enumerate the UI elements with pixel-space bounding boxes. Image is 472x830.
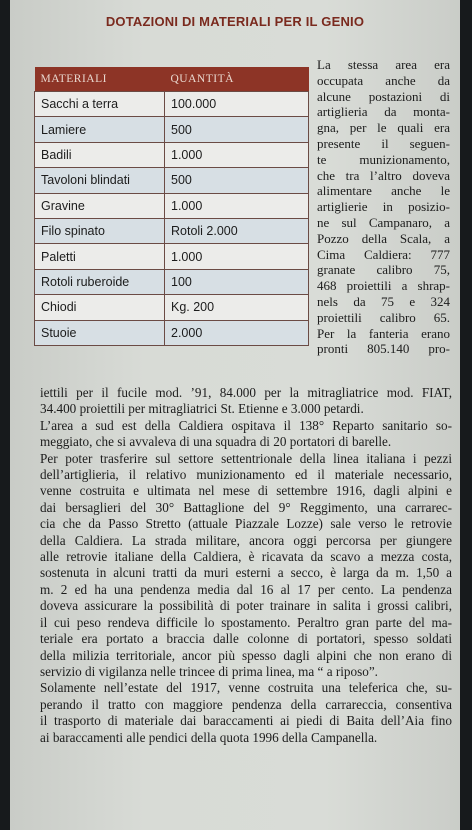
side-text-line: granate calibro 75, (317, 262, 450, 278)
body-text-line: cia che da Passo Stretto (attuale Piazzale Lozze) sale verso le retrovie (40, 516, 452, 532)
side-column-text (317, 57, 450, 357)
side-text-line: alimentare anche le (317, 183, 450, 199)
body-text-line: teriale era portato a braccia dalle colonne di portatori, spesso soldati (40, 631, 452, 647)
table-row (35, 142, 309, 167)
material-cell: Lamiere (35, 117, 165, 142)
side-text-line: artiglierie in posizio- (317, 199, 450, 215)
table-row (35, 295, 309, 320)
material-cell: Paletti (35, 244, 165, 269)
side-text-line: che tra l’altro doveva (317, 167, 450, 183)
body-text-line: alle retrovie italiane della Caldiera, è ricavata da scavo a mezza costa, (40, 549, 452, 565)
materials-table (34, 67, 309, 346)
side-text-line: te munizionamento, (317, 151, 450, 167)
quantity-cell: Rotoli 2.000 (165, 218, 309, 243)
body-text-line: perando il tratto con maggiore pendenza della carrareccia, consentiva (40, 696, 452, 712)
body-text-line: venne costruita e ultimata nel mese di settembre 1916, dagli alpini e (40, 483, 452, 499)
quantity-cell: 2.000 (165, 320, 309, 345)
side-text-line: proiettili calibro 65. (317, 309, 450, 325)
info-panel (10, 0, 460, 830)
table-row (35, 168, 309, 193)
body-text-line: L’area a sud est della Caldiera ospitava il 138° Reparto sanitario so- (40, 417, 452, 433)
material-cell: Stuoie (35, 320, 165, 345)
side-text-line: nels da 75 e 324 (317, 293, 450, 309)
body-text-line: 34.400 proiettili per mitragliatrici St. Etienne e 3.000 petardi. (40, 401, 364, 417)
side-text-line: pronti 805.140 pro- (317, 341, 450, 357)
body-text-line: dai bersaglieri del 30° Battaglione del 9° Reggimento, una carrarec- (40, 499, 452, 515)
body-text-line: meggiato, che si avvaleva di una squadra di 20 portatori di barelle. (40, 434, 392, 450)
quantity-cell: 500 (165, 168, 309, 193)
side-text-line: gna, per le quali era (317, 120, 450, 136)
body-text-line: della milizia territoriale, ancor più spesso dagli alpini che non erano di (40, 647, 452, 663)
table-row (35, 218, 309, 243)
material-cell: Gravine (35, 193, 165, 218)
side-text-line: artiglieria da monta- (317, 104, 450, 120)
side-text-line: Cima Caldiera: 777 (317, 246, 450, 262)
body-text-line: dell’artiglieria, il relativo munizionamento ed il materiale necessario, (40, 467, 452, 483)
body-text-line: Per poter trasferire sul settore settentrionale della linea italiana i pezzi (40, 450, 452, 466)
body-text-line: della Caldiera. La strada militare, ancora oggi percorsa per giungere (40, 532, 452, 548)
body-text-line: m. 2 ed ha una pendenza media dal 16 al 17 per cento. La pendenza (40, 581, 452, 597)
body-text-line: doveva assicurare la possibilità di poter trainare in salita i grossi calibri, (40, 598, 452, 614)
body-text-line: ai baraccamenti alle pendici della quota 1996 della Campanella. (40, 729, 378, 745)
side-text-line: presente il seguen- (317, 135, 450, 151)
material-cell: Chiodi (35, 295, 165, 320)
table-row (35, 92, 309, 117)
quantity-cell: Kg. 200 (165, 295, 309, 320)
table-header-row (35, 67, 309, 92)
quantity-cell: 500 (165, 117, 309, 142)
quantity-cell: 100.000 (165, 92, 309, 117)
side-text-line: occupata anche da (317, 72, 450, 88)
table-row (35, 269, 309, 294)
panel-title: DOTAZIONI DI MATERIALI PER IL GENIO (105, 14, 365, 29)
body-text-line: servizio di vigilanza nelle trincee di prima linea, ma “ a riposo”. (40, 663, 378, 679)
table-row (35, 320, 309, 345)
quantity-cell: 1.000 (165, 193, 309, 218)
body-text-line: sostenuta in alcuni tratti da muri esterni a secco, è larga da m. 1,50 a (40, 565, 452, 581)
material-cell: Filo spinato (35, 218, 165, 243)
body-text-line: il cui peso rendeva difficile lo spostamento. Peraltro gran parte del ma- (40, 614, 452, 630)
side-text-line: Per la fanteria erano (317, 325, 450, 341)
main-body-text (40, 385, 452, 746)
side-text-line: 468 proiettili a shrap- (317, 278, 450, 294)
header-quantita: QUANTITÀ (165, 67, 309, 92)
material-cell: Badili (35, 142, 165, 167)
body-text-line: il trasporto di materiale dai baraccamenti ai piedi di Baita dell’Aia fino (40, 713, 452, 729)
side-text-line: ne sul Campanaro, a (317, 214, 450, 230)
body-text-line: Solamente nell’estate del 1917, venne costruita una teleferica che, su- (40, 680, 452, 696)
table-row (35, 244, 309, 269)
quantity-cell: 100 (165, 269, 309, 294)
side-text-line: alcune postazioni di (317, 88, 450, 104)
material-cell: Sacchi a terra (35, 92, 165, 117)
material-cell: Tavoloni blindati (35, 168, 165, 193)
side-text-line: Pozzo della Scala, a (317, 230, 450, 246)
quantity-cell: 1.000 (165, 142, 309, 167)
material-cell: Rotoli ruberoide (35, 269, 165, 294)
quantity-cell: 1.000 (165, 244, 309, 269)
table-row (35, 117, 309, 142)
side-text-line: La stessa area era (317, 57, 450, 72)
header-materiali: MATERIALI (35, 67, 165, 92)
table-row (35, 193, 309, 218)
body-text-line: iettili per il fucile mod. ’91, 84.000 per la mitragliatrice mod. FIAT, (40, 385, 452, 400)
